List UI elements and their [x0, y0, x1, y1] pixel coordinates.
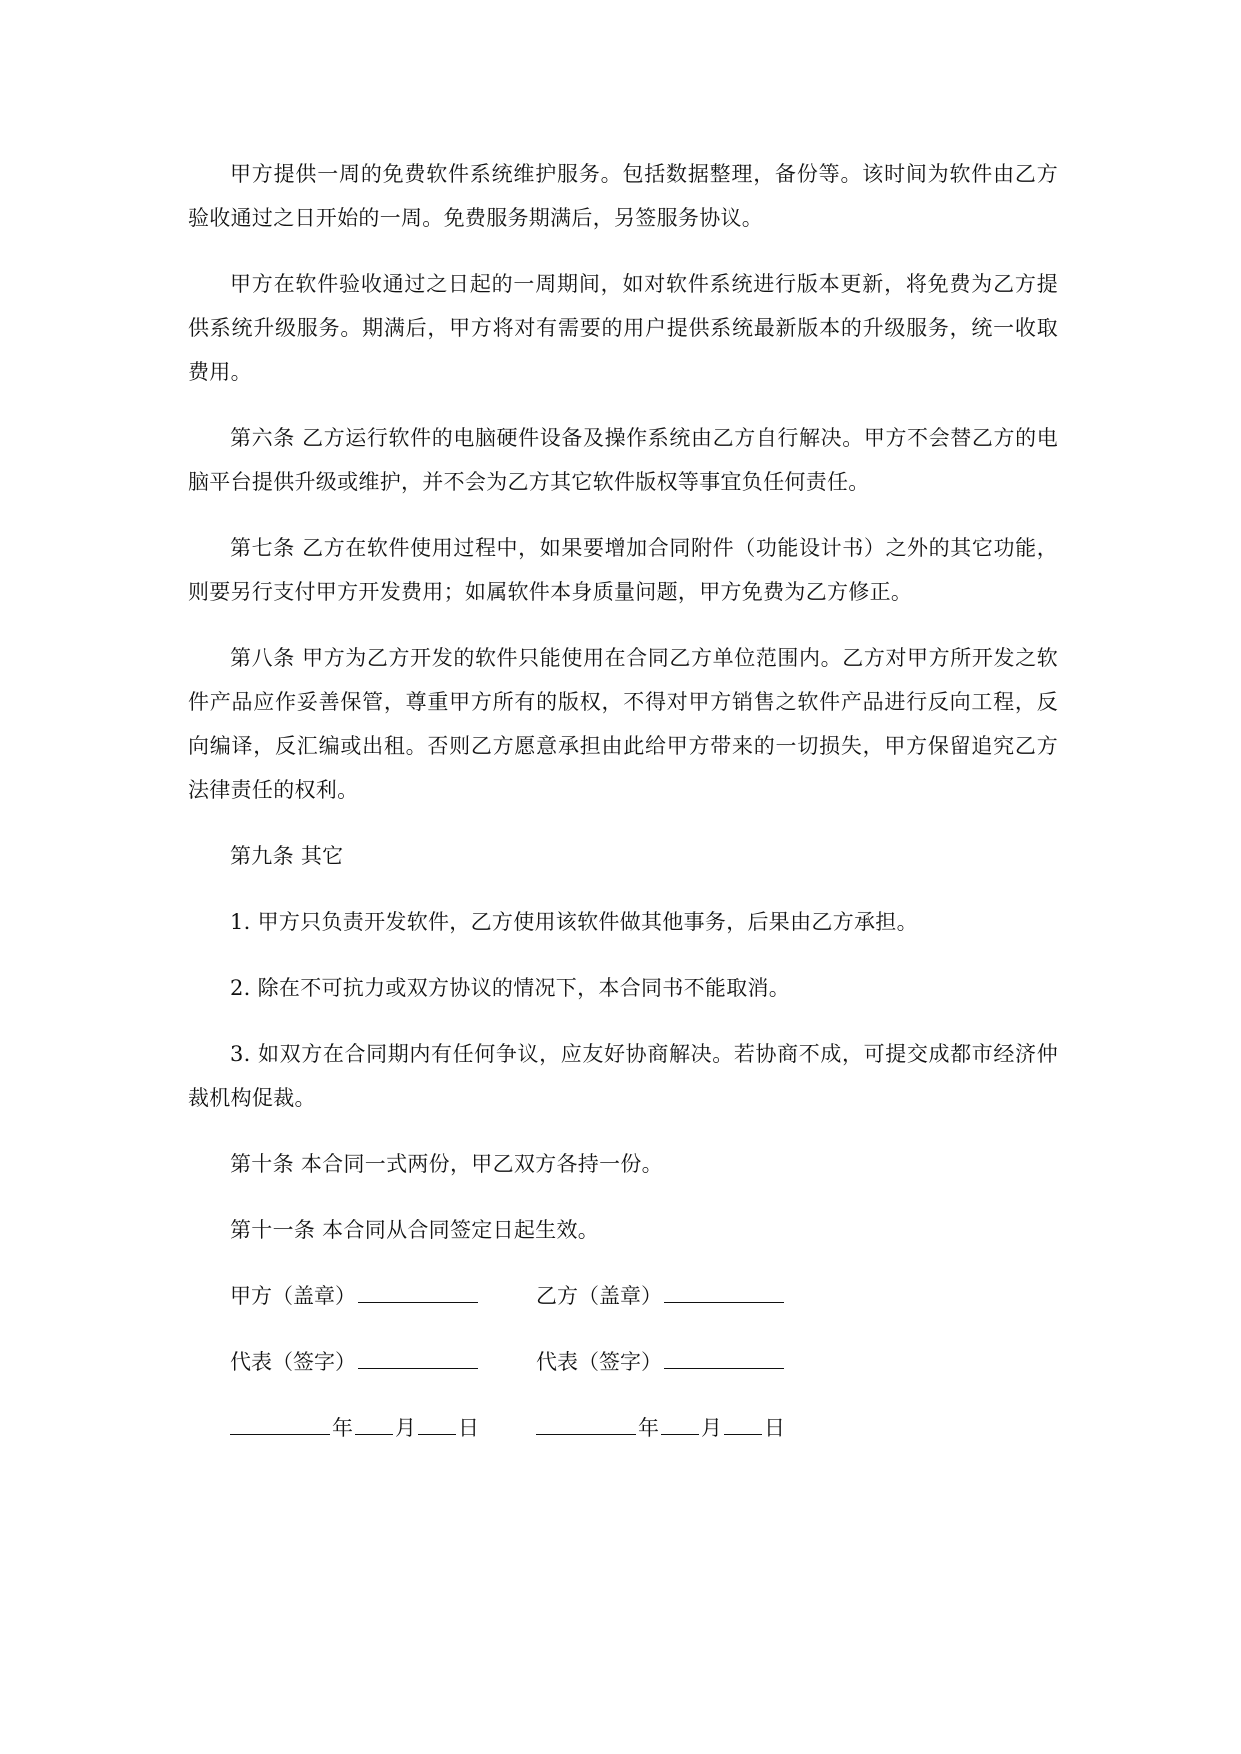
party-a-rep-blank [358, 1338, 478, 1369]
party-b-rep-label: 代表（签字） [536, 1350, 662, 1374]
article-6: 第六条 乙方运行软件的电脑硬件设备及操作系统由乙方自行解决。甲方不会替乙方的电脑平台提供升级或维护，并不会为乙方其它软件版权等事宜负任何责任。 [188, 426, 1058, 494]
article-8: 第八条 甲方为乙方开发的软件只能使用在合同乙方单位范围内。乙方对甲方所开发之软件产品应作妥善保管，尊重甲方所有的版权，不得对甲方销售之软件产品进行反向工程，反向编译，反汇编或出租。否则乙方愿意承担由此给甲方带来的一切损失，甲方保留追究乙方法律责任的权利。 [188, 646, 1058, 802]
party-a-year-blank [230, 1404, 330, 1435]
party-b-month-blank [661, 1404, 699, 1435]
seal-row [188, 1274, 1058, 1318]
article-7: 第七条 乙方在软件使用过程中，如果要增加合同附件（功能设计书）之外的其它功能，则要另行支付甲方开发费用；如属软件本身质量问题，甲方免费为乙方修正。 [188, 536, 1058, 604]
party-a-date [230, 1404, 536, 1450]
party-b-rep-blank [664, 1338, 784, 1369]
article-9-heading: 第九条 其它 [230, 844, 344, 868]
date-row [188, 1406, 1058, 1450]
party-a-seal-blank [358, 1272, 478, 1303]
article-11: 第十一条 本合同从合同签定日起生效。 [230, 1218, 600, 1242]
party-b-date [536, 1404, 842, 1450]
paragraph-free-maintenance: 甲方提供一周的免费软件系统维护服务。包括数据整理，备份等。该时间为软件由乙方验收通过之日开始的一周。免费服务期满后，另签服务协议。 [188, 162, 1058, 230]
party-b-seal [536, 1272, 842, 1318]
paragraph-free-upgrade: 甲方在软件验收通过之日起的一周期间，如对软件系统进行版本更新，将免费为乙方提供系统升级服务。期满后，甲方将对有需要的用户提供系统最新版本的升级服务，统一收取费用。 [188, 272, 1058, 384]
party-b-day-blank [724, 1404, 762, 1435]
article-9-item-2: 2. 除在不可抗力或双方协议的情况下，本合同书不能取消。 [230, 976, 791, 1000]
party-a-month-blank [355, 1404, 393, 1435]
party-a-day-label: 日 [458, 1416, 479, 1440]
party-a-rep-label: 代表（签字） [230, 1350, 356, 1374]
party-b-seal-blank [664, 1272, 784, 1303]
party-a-year-label: 年 [332, 1416, 353, 1440]
contract-body [188, 152, 1058, 1472]
article-9-item-3: 3. 如双方在合同期内有任何争议，应友好协商解决。若协商不成，可提交成都市经济仲裁机构促裁。 [188, 1042, 1058, 1110]
party-b-year-blank [536, 1404, 636, 1435]
article-9-item-1: 1. 甲方只负责开发软件，乙方使用该软件做其他事务，后果由乙方承担。 [230, 910, 918, 934]
party-b-day-label: 日 [764, 1416, 785, 1440]
party-a-seal [230, 1272, 536, 1318]
party-a-representative [230, 1338, 536, 1384]
party-a-day-blank [418, 1404, 456, 1435]
party-b-representative [536, 1338, 842, 1384]
party-b-month-label: 月 [701, 1416, 722, 1440]
party-a-month-label: 月 [395, 1416, 416, 1440]
party-b-year-label: 年 [638, 1416, 659, 1440]
party-a-seal-label: 甲方（盖章） [230, 1284, 356, 1308]
representative-row [188, 1340, 1058, 1384]
article-10: 第十条 本合同一式两份，甲乙双方各持一份。 [230, 1152, 663, 1176]
party-b-seal-label: 乙方（盖章） [536, 1284, 662, 1308]
